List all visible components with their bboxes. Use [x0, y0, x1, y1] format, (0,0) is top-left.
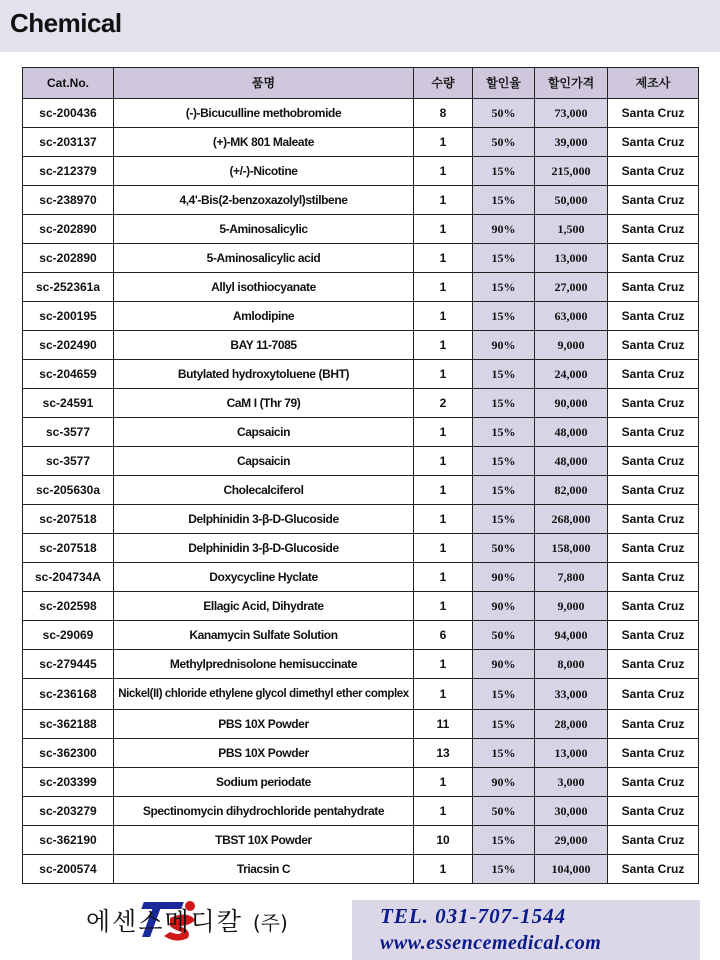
- product-name-cell: Triacsin C: [114, 855, 414, 884]
- table-row: [23, 650, 699, 679]
- product-name-cell: Delphinidin 3-β-D-Glucoside: [114, 534, 414, 563]
- qty-cell: 1: [414, 476, 473, 505]
- price-cell: 73,000: [535, 99, 608, 128]
- table-row: [23, 389, 699, 418]
- qty-cell: 1: [414, 244, 473, 273]
- header-cat-no: Cat.No.: [23, 68, 114, 99]
- cat-no-cell: sc-203279: [23, 797, 114, 826]
- maker-cell: Santa Cruz: [608, 447, 699, 476]
- price-cell: 39,000: [535, 128, 608, 157]
- price-cell: 63,000: [535, 302, 608, 331]
- maker-cell: Santa Cruz: [608, 505, 699, 534]
- discount-cell: 50%: [473, 534, 535, 563]
- discount-cell: 15%: [473, 389, 535, 418]
- maker-cell: Santa Cruz: [608, 157, 699, 186]
- discount-cell: 90%: [473, 592, 535, 621]
- table-row: [23, 592, 699, 621]
- cat-no-cell: sc-252361a: [23, 273, 114, 302]
- discount-cell: 15%: [473, 418, 535, 447]
- table-row: [23, 739, 699, 768]
- maker-cell: Santa Cruz: [608, 650, 699, 679]
- qty-cell: 13: [414, 739, 473, 768]
- maker-cell: Santa Cruz: [608, 215, 699, 244]
- qty-cell: 1: [414, 563, 473, 592]
- qty-cell: 1: [414, 679, 473, 710]
- page-title: Chemical: [10, 8, 122, 38]
- product-name-cell: Ellagic Acid, Dihydrate: [114, 592, 414, 621]
- table-row: [23, 826, 699, 855]
- cat-no-cell: sc-3577: [23, 447, 114, 476]
- cat-no-cell: sc-207518: [23, 505, 114, 534]
- discount-cell: 15%: [473, 244, 535, 273]
- discount-cell: 15%: [473, 505, 535, 534]
- qty-cell: 1: [414, 331, 473, 360]
- maker-cell: Santa Cruz: [608, 331, 699, 360]
- price-cell: 90,000: [535, 389, 608, 418]
- product-name-cell: 5-Aminosalicylic acid: [114, 244, 414, 273]
- qty-cell: 1: [414, 447, 473, 476]
- discount-cell: 15%: [473, 273, 535, 302]
- qty-cell: 1: [414, 418, 473, 447]
- product-name-cell: Sodium periodate: [114, 768, 414, 797]
- price-cell: 48,000: [535, 447, 608, 476]
- maker-cell: Santa Cruz: [608, 855, 699, 884]
- price-cell: 104,000: [535, 855, 608, 884]
- product-name-cell: Capsaicin: [114, 418, 414, 447]
- maker-cell: Santa Cruz: [608, 797, 699, 826]
- product-table: [22, 67, 699, 884]
- discount-cell: 50%: [473, 99, 535, 128]
- discount-cell: 50%: [473, 621, 535, 650]
- qty-cell: 1: [414, 157, 473, 186]
- website-link[interactable]: www.essencemedical.com: [380, 932, 602, 954]
- cat-no-cell: sc-202490: [23, 331, 114, 360]
- maker-cell: Santa Cruz: [608, 768, 699, 797]
- discount-cell: 15%: [473, 679, 535, 710]
- discount-cell: 90%: [473, 331, 535, 360]
- header-price: 할인가격: [535, 68, 608, 99]
- product-name-cell: TBST 10X Powder: [114, 826, 414, 855]
- maker-cell: Santa Cruz: [608, 621, 699, 650]
- cat-no-cell: sc-202598: [23, 592, 114, 621]
- product-name-cell: CaM I (Thr 79): [114, 389, 414, 418]
- maker-cell: Santa Cruz: [608, 128, 699, 157]
- product-name-cell: Spectinomycin dihydrochloride pentahydrate: [114, 797, 414, 826]
- cat-no-cell: sc-202890: [23, 215, 114, 244]
- product-name-cell: 4,4'-Bis(2-benzoxazolyl)stilbene: [114, 186, 414, 215]
- price-cell: 158,000: [535, 534, 608, 563]
- cat-no-cell: sc-202890: [23, 244, 114, 273]
- table-row: [23, 302, 699, 331]
- qty-cell: 1: [414, 855, 473, 884]
- qty-cell: 1: [414, 768, 473, 797]
- product-name-cell: PBS 10X Powder: [114, 710, 414, 739]
- maker-cell: Santa Cruz: [608, 418, 699, 447]
- price-cell: 24,000: [535, 360, 608, 389]
- price-cell: 268,000: [535, 505, 608, 534]
- product-name-cell: PBS 10X Powder: [114, 739, 414, 768]
- maker-cell: Santa Cruz: [608, 476, 699, 505]
- maker-cell: Santa Cruz: [608, 563, 699, 592]
- qty-cell: 6: [414, 621, 473, 650]
- table-row: [23, 99, 699, 128]
- product-name-cell: (-)-Bicuculline methobromide: [114, 99, 414, 128]
- price-cell: 50,000: [535, 186, 608, 215]
- cat-no-cell: sc-3577: [23, 418, 114, 447]
- discount-cell: 15%: [473, 447, 535, 476]
- cat-no-cell: sc-200574: [23, 855, 114, 884]
- product-name-cell: (+)-MK 801 Maleate: [114, 128, 414, 157]
- qty-cell: 1: [414, 534, 473, 563]
- contact-box: [352, 900, 700, 960]
- price-cell: 215,000: [535, 157, 608, 186]
- table-row: [23, 768, 699, 797]
- price-cell: 1,500: [535, 215, 608, 244]
- maker-cell: Santa Cruz: [608, 534, 699, 563]
- company-name-text: 에센스메디칼: [86, 907, 243, 936]
- cat-no-cell: sc-204734A: [23, 563, 114, 592]
- qty-cell: 1: [414, 592, 473, 621]
- discount-cell: 90%: [473, 563, 535, 592]
- qty-cell: 1: [414, 186, 473, 215]
- product-name-cell: Methylprednisolone hemisuccinate: [114, 650, 414, 679]
- cat-no-cell: sc-200195: [23, 302, 114, 331]
- qty-cell: 1: [414, 302, 473, 331]
- discount-cell: 15%: [473, 739, 535, 768]
- product-name-cell: 5-Aminosalicylic: [114, 215, 414, 244]
- product-name-cell: Cholecalciferol: [114, 476, 414, 505]
- price-cell: 13,000: [535, 244, 608, 273]
- price-cell: 48,000: [535, 418, 608, 447]
- product-name-cell: BAY 11-7085: [114, 331, 414, 360]
- header-name: 품명: [114, 68, 414, 99]
- cat-no-cell: sc-362300: [23, 739, 114, 768]
- cat-no-cell: sc-205630a: [23, 476, 114, 505]
- discount-cell: 15%: [473, 360, 535, 389]
- cat-no-cell: sc-204659: [23, 360, 114, 389]
- table-row: [23, 128, 699, 157]
- product-name-cell: Kanamycin Sulfate Solution: [114, 621, 414, 650]
- maker-cell: Santa Cruz: [608, 360, 699, 389]
- phone-number: TEL. 031-707-1544: [380, 904, 567, 928]
- discount-cell: 15%: [473, 186, 535, 215]
- product-name-cell: Allyl isothiocyanate: [114, 273, 414, 302]
- cat-no-cell: sc-212379: [23, 157, 114, 186]
- price-cell: 8,000: [535, 650, 608, 679]
- cat-no-cell: sc-200436: [23, 99, 114, 128]
- qty-cell: 1: [414, 215, 473, 244]
- product-name-cell: Nickel(II) chloride ethylene glycol dimethyl ether complex: [114, 679, 414, 710]
- company-suffix: (주): [252, 911, 288, 935]
- table-row: [23, 447, 699, 476]
- table-row: [23, 797, 699, 826]
- table-row: [23, 273, 699, 302]
- price-cell: 27,000: [535, 273, 608, 302]
- qty-cell: 8: [414, 99, 473, 128]
- table-row: [23, 186, 699, 215]
- table-row: [23, 331, 699, 360]
- table-header-row: [23, 68, 699, 99]
- discount-cell: 50%: [473, 797, 535, 826]
- cat-no-cell: sc-238970: [23, 186, 114, 215]
- maker-cell: Santa Cruz: [608, 273, 699, 302]
- qty-cell: 10: [414, 826, 473, 855]
- discount-cell: 15%: [473, 826, 535, 855]
- product-name-cell: Butylated hydroxytoluene (BHT): [114, 360, 414, 389]
- product-name-cell: (+/-)-Nicotine: [114, 157, 414, 186]
- product-name-cell: Delphinidin 3-β-D-Glucoside: [114, 505, 414, 534]
- qty-cell: 11: [414, 710, 473, 739]
- product-name-cell: Amlodipine: [114, 302, 414, 331]
- price-cell: 3,000: [535, 768, 608, 797]
- qty-cell: 1: [414, 650, 473, 679]
- table-row: [23, 360, 699, 389]
- price-cell: 82,000: [535, 476, 608, 505]
- table-row: [23, 621, 699, 650]
- maker-cell: Santa Cruz: [608, 826, 699, 855]
- discount-cell: 50%: [473, 128, 535, 157]
- table-row: [23, 710, 699, 739]
- qty-cell: 1: [414, 797, 473, 826]
- discount-cell: 15%: [473, 302, 535, 331]
- qty-cell: 1: [414, 505, 473, 534]
- header-maker: 제조사: [608, 68, 699, 99]
- discount-cell: 15%: [473, 710, 535, 739]
- header-discount: 할인율: [473, 68, 535, 99]
- qty-cell: 1: [414, 360, 473, 389]
- cat-no-cell: sc-207518: [23, 534, 114, 563]
- price-cell: 33,000: [535, 679, 608, 710]
- cat-no-cell: sc-203137: [23, 128, 114, 157]
- price-cell: 7,800: [535, 563, 608, 592]
- discount-cell: 90%: [473, 215, 535, 244]
- table-row: [23, 505, 699, 534]
- qty-cell: 2: [414, 389, 473, 418]
- company-name: [86, 902, 288, 938]
- discount-cell: 90%: [473, 768, 535, 797]
- maker-cell: Santa Cruz: [608, 389, 699, 418]
- table-row: [23, 244, 699, 273]
- table-row: [23, 157, 699, 186]
- product-name-cell: Capsaicin: [114, 447, 414, 476]
- table-row: [23, 563, 699, 592]
- qty-cell: 1: [414, 273, 473, 302]
- discount-cell: 15%: [473, 855, 535, 884]
- maker-cell: Santa Cruz: [608, 592, 699, 621]
- table-row: [23, 476, 699, 505]
- table-row: [23, 679, 699, 710]
- cat-no-cell: sc-203399: [23, 768, 114, 797]
- maker-cell: Santa Cruz: [608, 679, 699, 710]
- table-row: [23, 215, 699, 244]
- cat-no-cell: sc-279445: [23, 650, 114, 679]
- maker-cell: Santa Cruz: [608, 99, 699, 128]
- cat-no-cell: sc-29069: [23, 621, 114, 650]
- cat-no-cell: sc-362188: [23, 710, 114, 739]
- price-cell: 94,000: [535, 621, 608, 650]
- discount-cell: 90%: [473, 650, 535, 679]
- cat-no-cell: sc-236168: [23, 679, 114, 710]
- price-cell: 9,000: [535, 331, 608, 360]
- maker-cell: Santa Cruz: [608, 302, 699, 331]
- discount-cell: 15%: [473, 157, 535, 186]
- maker-cell: Santa Cruz: [608, 710, 699, 739]
- maker-cell: Santa Cruz: [608, 244, 699, 273]
- header-qty: 수량: [414, 68, 473, 99]
- maker-cell: Santa Cruz: [608, 739, 699, 768]
- price-cell: 9,000: [535, 592, 608, 621]
- table-row: [23, 855, 699, 884]
- table-row: [23, 418, 699, 447]
- price-cell: 13,000: [535, 739, 608, 768]
- price-cell: 28,000: [535, 710, 608, 739]
- cat-no-cell: sc-24591: [23, 389, 114, 418]
- maker-cell: Santa Cruz: [608, 186, 699, 215]
- product-name-cell: Doxycycline Hyclate: [114, 563, 414, 592]
- price-cell: 30,000: [535, 797, 608, 826]
- price-cell: 29,000: [535, 826, 608, 855]
- table-row: [23, 534, 699, 563]
- qty-cell: 1: [414, 128, 473, 157]
- discount-cell: 15%: [473, 476, 535, 505]
- cat-no-cell: sc-362190: [23, 826, 114, 855]
